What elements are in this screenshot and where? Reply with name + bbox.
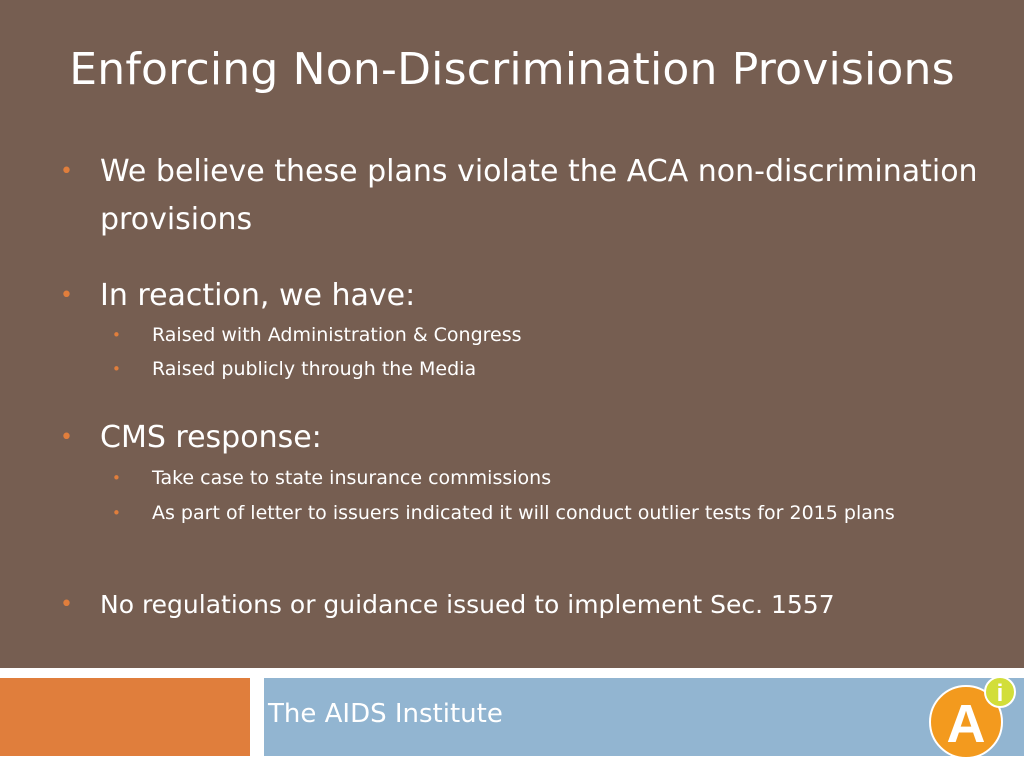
bullet-item — [60, 272, 984, 320]
bullet-marker: • — [60, 425, 73, 450]
bullet-item — [60, 585, 984, 625]
sub-bullet-text: As part of letter to issuers indicated it will conduct outlier tests for 2015 plans — [152, 502, 895, 524]
bullet-marker: • — [60, 592, 73, 617]
sub-bullet-item — [112, 461, 974, 495]
sub-bullet-marker: • — [112, 469, 121, 487]
sub-bullet-item — [112, 496, 974, 530]
sub-bullet-text: Take case to state insurance commissions — [152, 467, 552, 489]
sub-bullet-marker: • — [112, 504, 121, 522]
sub-bullet-text: Raised with Administration & Congress — [152, 324, 522, 346]
bullet-marker: • — [60, 159, 73, 184]
bullet-item — [60, 148, 984, 244]
sub-bullet-text: Raised publicly through the Media — [152, 358, 477, 380]
logo-badge-letter: i — [996, 680, 1004, 707]
sub-bullet-marker: • — [112, 326, 121, 344]
bullet-text: No regulations or guidance issued to implement Sec. 1557 — [100, 590, 835, 619]
bullet-text: CMS response: — [100, 420, 322, 455]
aids-institute-logo-icon — [922, 676, 1018, 760]
footer-organization-name: The AIDS Institute — [268, 699, 503, 729]
bullet-item — [60, 414, 984, 462]
bullet-marker: • — [60, 283, 73, 308]
sub-bullet-item — [112, 318, 974, 352]
bullet-text: In reaction, we have: — [100, 278, 416, 313]
slide-title: Enforcing Non-Discrimination Provisions — [69, 44, 955, 95]
bullet-text: We believe these plans violate the ACA non-discrimination provisions — [100, 154, 978, 237]
footer-orange-block — [0, 678, 250, 756]
sub-bullet-item — [112, 352, 974, 386]
sub-bullet-marker: • — [112, 360, 121, 378]
logo-letter: A — [946, 694, 986, 754]
